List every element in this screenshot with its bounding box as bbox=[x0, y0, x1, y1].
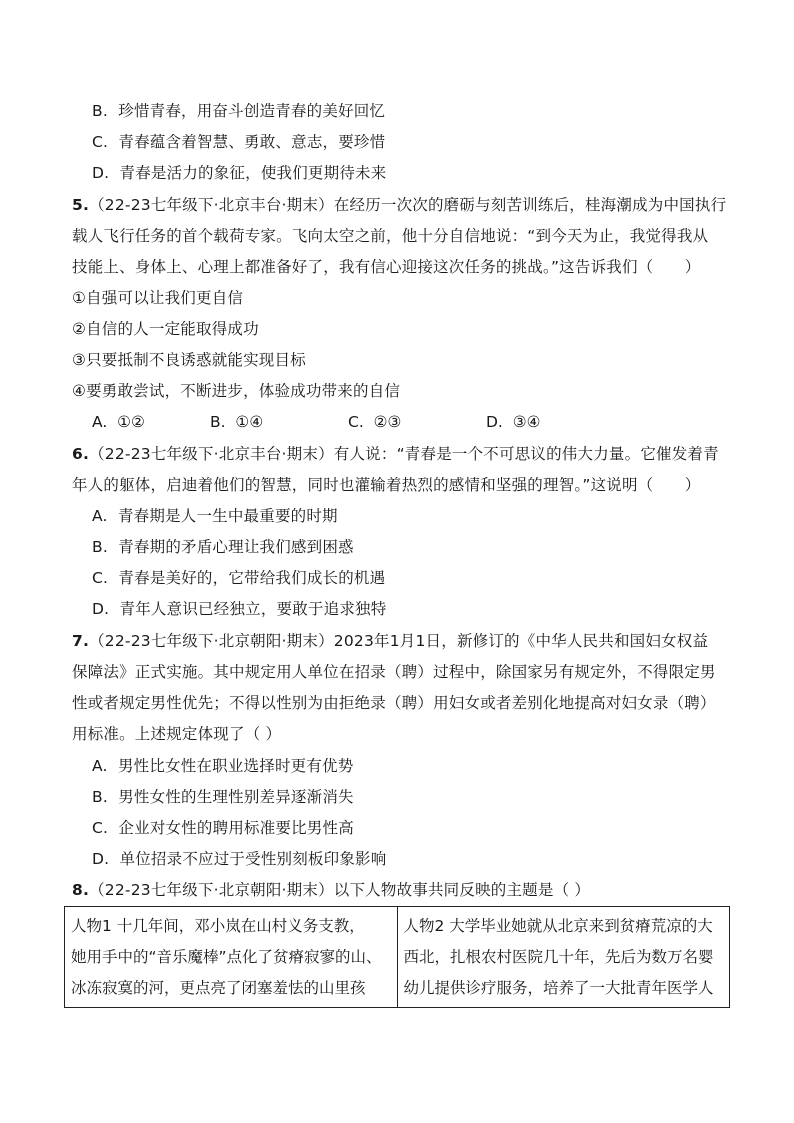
q5-choice-a: A. ①② bbox=[92, 413, 145, 431]
story-cell-person-1: 人物1 十几年间，邓小岚在山村义务支教， 她用手中的“音乐魔棒”点化了贫瘠寂寥的山、 冰冻寂寞的河，更点亮了闭塞羞怯的山里孩 bbox=[65, 907, 398, 1008]
q4-option-d: D. 青春是活力的象征，使我们更期待未来 bbox=[92, 164, 387, 182]
q7-stem-line-4: 用标准。上述规定体现了（ ） bbox=[72, 725, 282, 743]
q6-option-b: B. 青春期的矛盾心理让我们感到困惑 bbox=[92, 538, 354, 556]
q5-statement-4: ④要勇敢尝试，不断进步，体验成功带来的自信 bbox=[72, 382, 401, 400]
q5-choices bbox=[92, 412, 541, 432]
q5-statement-2: ②自信的人一定能取得成功 bbox=[72, 320, 259, 338]
q5-stem-line-1: 5.（22-23七年级下·北京丰台·期末）在经历一次次的磨砺与刻苦训练后，桂海潮成为中国执行 bbox=[72, 196, 727, 214]
q7-option-b: B. 男性女性的生理性别差异逐渐消失 bbox=[92, 788, 354, 806]
q6-option-d: D. 青年人意识已经独立，要敢于追求独特 bbox=[92, 600, 387, 618]
q6-stem-line-1: 6.（22-23七年级下·北京丰台·期末）有人说：“青春是一个不可思议的伟大力量。它催发着青 bbox=[72, 445, 719, 463]
q8-stem: 8.（22-23七年级下·北京朝阳·期末）以下人物故事共同反映的主题是（ ） bbox=[72, 881, 591, 899]
q4-option-b: B. 珍惜青春，用奋斗创造青春的美好回忆 bbox=[92, 102, 386, 120]
q6-option-a: A. 青春期是人一生中最重要的时期 bbox=[92, 507, 338, 525]
q8-story-table bbox=[64, 906, 730, 1008]
q5-stem-line-2: 载人飞行任务的首个载荷专家。飞向太空之前，他十分自信地说：“到今天为止，我觉得我从 bbox=[72, 227, 709, 245]
q5-stem-line-3: 技能上、身体上、心理上都准备好了，我有信心迎接这次任务的挑战。”这告诉我们（ ） bbox=[72, 258, 701, 276]
q7-stem-line-2: 保障法》正式实施。其中规定用人单位在招录（聘）过程中，除国家另有规定外，不得限定男 bbox=[72, 663, 716, 681]
q5-statement-1: ①自强可以让我们更自信 bbox=[72, 289, 244, 307]
q5-choice-b: B. ①④ bbox=[210, 413, 264, 431]
story-cell-person-2: 人物2 大学毕业她就从北京来到贫瘠荒凉的大 西北，扎根农村医院几十年，先后为数万名婴 幼儿提供诊疗服务，培养了一大批青年医学人 bbox=[397, 907, 730, 1008]
q6-stem-line-2: 年人的躯体，启迪着他们的智慧，同时也灌输着热烈的感情和坚强的理智。”这说明（ ） bbox=[72, 476, 701, 494]
q6-option-c: C. 青春是美好的，它带给我们成长的机遇 bbox=[92, 569, 386, 587]
q7-stem-line-3: 性或者规定男性优先；不得以性别为由拒绝录（聘）用妇女或者差别化地提高对妇女录（聘） bbox=[72, 694, 716, 712]
q5-statement-3: ③只要抵制不良诱惑就能实现目标 bbox=[72, 351, 306, 369]
q4-option-c: C. 青春蕴含着智慧、勇敢、意志，要珍惜 bbox=[92, 133, 386, 151]
q7-option-c: C. 企业对女性的聘用标准要比男性高 bbox=[92, 819, 354, 837]
q7-option-d: D. 单位招录不应过于受性别刻板印象影响 bbox=[92, 850, 387, 868]
q5-choice-d: D. ③④ bbox=[486, 413, 541, 431]
q7-option-a: A. 男性比女性在职业选择时更有优势 bbox=[92, 757, 354, 775]
q5-choice-c: C. ②③ bbox=[348, 413, 402, 431]
q7-stem-line-1: 7.（22-23七年级下·北京朝阳·期末）2023年1月1日，新修订的《中华人民共和国妇女权益 bbox=[72, 632, 709, 650]
